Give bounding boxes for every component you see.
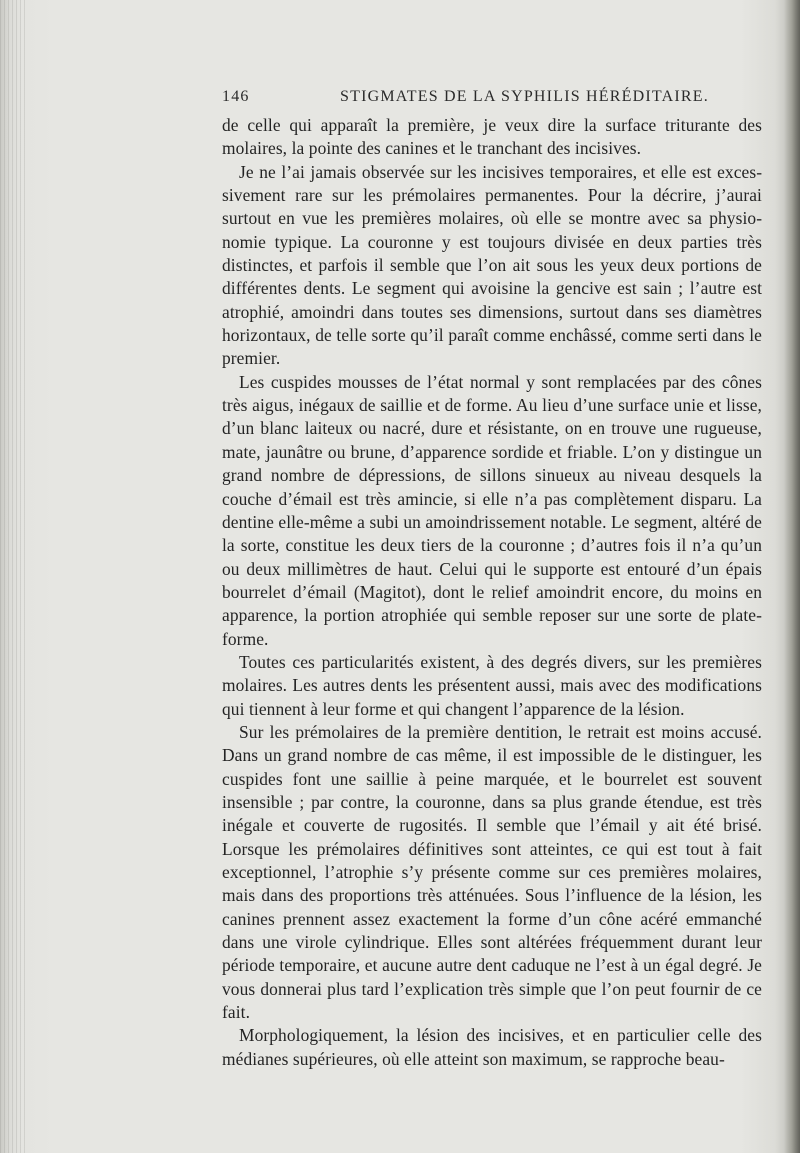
- running-head: [222, 88, 762, 110]
- paragraph: Je ne l’ai jamais observée sur les incisives temporaires, et elle est excessivement rare sur les prémolaires permanentes. Pour la décrire, j’aurai surtout en vue les premières molaires, où elle se montre avec sa physionomie typique. La couronne y est toujours divisée en deux parties très distinctes, et parfois il semble que l’on ait sous les yeux deux portions de différentes dents. Le segment qui avoisine la gencive est sain ; l’autre est atrophié, amoindri dans toutes ses dimensions, surtout dans ses diamètres horizontaux, de telle sorte qu’il paraît comme enchâssé, comme serti dans le premier.: [222, 161, 762, 369]
- paragraph: Les cuspides mousses de l’état normal y sont remplacées par des cônes très aigus, inégaux de saillie et de forme. Au lieu d’une surface unie et lisse, d’un blanc laiteux ou nacré, dure et résistante, on en trouve une rugueuse, mate, jaunâtre ou brune, d’apparence sordide et friable. L’on y distingue un grand nombre de dépressions, de sillons sinueux au niveau desquels la couche d’émail est très amincie, si elle n’a pas complètement disparu. La dentine elle-même a subi un amoindrissement notable. Le segment, altéré de la sorte, constitue les deux tiers de la couronne ; d’autres fois il n’a qu’un ou deux millimètres de haut. Celui qui le supporte est entouré d’un épais bourrelet d’émail (Magitot), dont le relief amoindrit encore, du moins en apparence, la portion atrophiée qui semble reposer sur une sorte de plate-forme.: [222, 371, 762, 649]
- paragraph: Morphologiquement, la lésion des incisives, et en particulier celle des médianes supérieures, où elle atteint son maximum, se rapproche beau-: [222, 1025, 762, 1069]
- paragraph: Toutes ces particularités existent, à des degrés divers, sur les premières molaires. Les autres dents les présentent aussi, mais avec des modifications qui tiennent à leur forme et qui changent l’apparence de la lésion.: [222, 651, 762, 719]
- paragraph: Sur les prémolaires de la première dentition, le retrait est moins accusé. Dans un grand nombre de cas même, il est impossible de le distinguer, les cuspides font une saillie à peine marquée, et le bourrelet est souvent insensible ; par contre, la couronne, dans sa plus grande étendue, est très inégale et couverte de rugosités. Il semble que l’émail y ait été brisé. Lorsque les prémolaires définitives sont atteintes, ce qui est tout à fait exceptionnel, l’atrophie s’y présente comme sur ces premières molaires, mais dans des proportions très atténuées. Sous l’influence de la lésion, les canines prennent assez exactement la forme d’un cône acéré emmanché dans une virole cylindrique. Elles sont altérées fréquemment durant leur période temporaire, et aucune autre dent caduque ne l’est à un égal degré. Je vous donnerai plus tard l’explication très simple que l’on peut fournir de ce fait.: [222, 721, 762, 1023]
- running-title: STIGMATES DE LA SYPHILIS HÉRÉDITAIRE.: [340, 88, 709, 105]
- page-left-edge: [0, 0, 28, 1153]
- page-number: 146: [222, 88, 250, 105]
- text-body: [222, 114, 762, 1071]
- page-right-edge: [784, 0, 800, 1153]
- paragraph: de celle qui apparaît la première, je veux dire la surface triturante des molaires, la pointe des canines et le tranchant des incisives.: [222, 115, 762, 159]
